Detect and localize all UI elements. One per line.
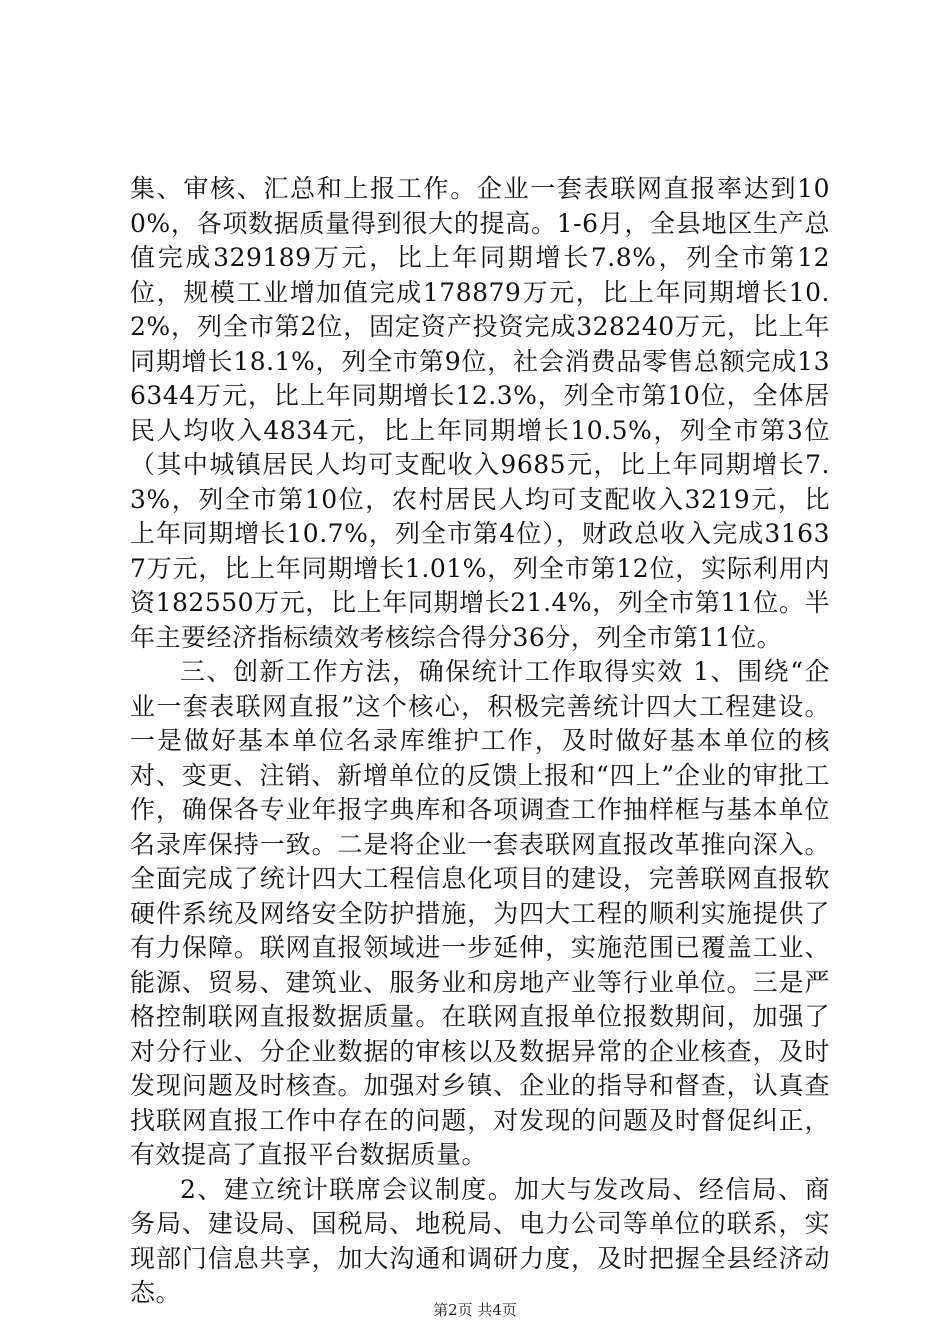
paragraph-joint-meeting-system: 2、建立统计联席会议制度。加大与发改局、经信局、商务局、建设局、国税局、地税局、电力公司等单位的联系，实现部门信息共享，加大沟通和调研力度，及时把握全县经济动态。 bbox=[130, 1174, 830, 1307]
paragraph-innovation-methods: 三、创新工作方法，确保统计工作取得实效 1、围绕“企业一套表联网直报”这个核心，积极完善统计四大工程建设。一是做好基本单位名录库维护工作，及时做好基本单位的核对、变更、注销、新增单位的反馈上报和“四上”企业的审批工作，确保各专业年报字典库和各项调查工作抽样框与基本单位名录库保持一致。二是将企业一套表联网直报改革推向深入。全面完成了统计四大工程信息化项目的建设，完善联网直报软硬件系统及网络安全防护措施，为四大工程的顺利实施提供了有力保障。联网直报领域进一步延伸，实施范围已覆盖工业、能源、贸易、建筑业、服务业和房地产业等行业单位。三是严格控制联网直报数据质量。在联网直报单位报数期间，加强了对分行业、分企业数据的审核以及数据异常的企业核查，及时发现问题及时核查。加强对乡镇、企业的指导和督查，认真查找联网直报工作中存在的问题，对发现的问题及时督促纠正，有效提高了直报平台数据质量。 bbox=[130, 657, 830, 1169]
document-body bbox=[130, 172, 830, 1311]
page-footer: 第2页 共4页 bbox=[433, 1301, 517, 1319]
paragraph-economic-indicators: 集、审核、汇总和上报工作。企业一套表联网直报率达到100%，各项数据质量得到很大的提高。1-6月，全县地区生产总值完成329189万元，比上年同期增长7.8%，列全市第12位，规模工业增加值完成178879万元，比上年同期增长10.2%，列全市第2位，固定资产投资完成328240万元，比上年同期增长18.1%，列全市第9位，社会消费品零售总额完成136344万元，比上年同期增长12.3%，列全市第10位，全体居民人均收入4834元，比上年同期增长10.5%，列全市第3位（其中城镇居民人均可支配收入9685元，比上年同期增长7.3%，列全市第10位，农村居民人均可支配收入3219元，比上年同期增长10.7%，列全市第4位），财政总收入完成31637万元，比上年同期增长1.01%，列全市第12位，实际利用内资182550万元，比上年同期增长21.4%，列全市第11位。半年主要经济指标绩效考核综合得分36分，列全市第11位。 bbox=[130, 174, 830, 652]
